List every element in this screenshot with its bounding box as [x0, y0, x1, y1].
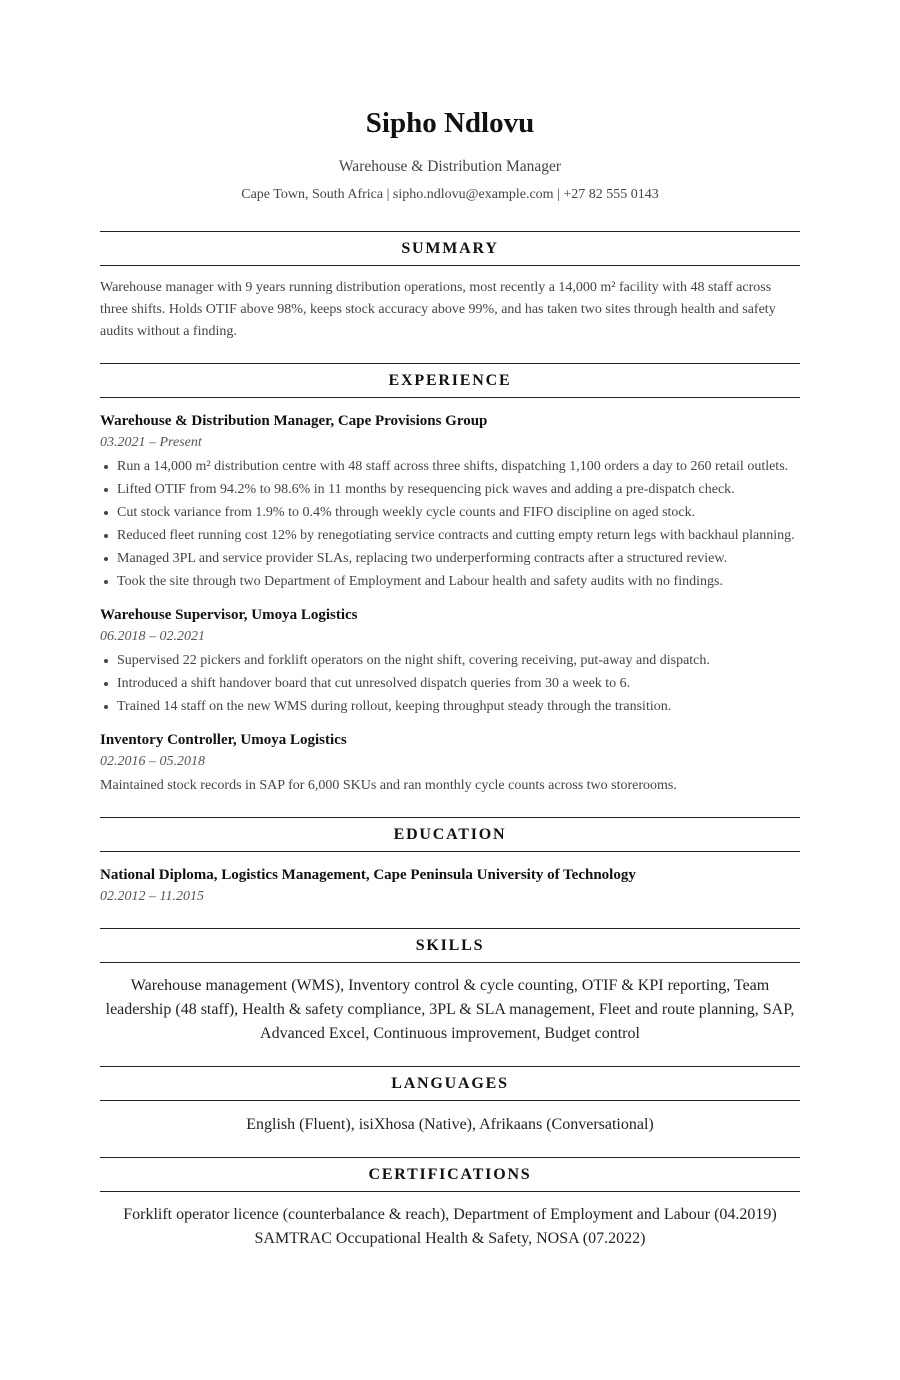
candidate-name: Sipho Ndlovu	[365, 107, 535, 139]
job-dates: 03.2021 – Present	[100, 435, 202, 450]
job-bullets	[100, 455, 800, 593]
languages-list: English (Fluent), isiXhosa (Native), Afrikaans (Conversational)	[246, 1116, 654, 1133]
resume-page	[100, 0, 800, 1251]
education-heading: EDUCATION	[100, 817, 800, 852]
summary-heading: SUMMARY	[100, 231, 800, 266]
bullet-item: Took the site through two Department of Employment and Labour health and safety audits with no findings.	[117, 570, 800, 593]
skills-section	[100, 928, 800, 1046]
certification-item: Forklift operator licence (counterbalance & reach), Department of Employment and Labour (04.2019)	[123, 1206, 777, 1223]
job-bullets	[100, 649, 800, 718]
certification-item: SAMTRAC Occupational Health & Safety, NOSA (07.2022)	[254, 1230, 646, 1247]
languages-section	[100, 1066, 800, 1137]
summary-text: Warehouse manager with 9 years running distribution operations, most recently a 14,000 m² facility with 48 staff across three shifts. Holds OTIF above 98%, keeps stock accuracy above 99%, and has taken two sites through health and safety audits without a finding.	[100, 280, 776, 339]
languages-heading: LANGUAGES	[100, 1066, 800, 1101]
bullet-item: Lifted OTIF from 94.2% to 98.6% in 11 months by resequencing pick waves and adding a pre-dispatch check.	[117, 478, 800, 501]
experience-heading: EXPERIENCE	[100, 363, 800, 398]
bullet-item: Cut stock variance from 1.9% to 0.4% through weekly cycle counts and FIFO discipline on aged stock.	[117, 501, 800, 524]
job-title: Warehouse & Distribution Manager, Cape Provisions Group	[100, 413, 488, 429]
degree-title: National Diploma, Logistics Management, Cape Peninsula University of Technology	[100, 867, 636, 883]
bullet-item: Supervised 22 pickers and forklift operators on the night shift, covering receiving, put-away and dispatch.	[117, 649, 800, 672]
education-entry	[100, 865, 800, 907]
bullet-item: Run a 14,000 m² distribution centre with 48 staff across three shifts, dispatching 1,100 orders a day to 260 retail outlets.	[117, 455, 800, 478]
certifications-list	[100, 1203, 800, 1251]
job-entry	[100, 730, 800, 797]
education-section	[100, 817, 800, 907]
job-description: Maintained stock records in SAP for 6,000 SKUs and ran monthly cycle counts across two storerooms.	[100, 778, 677, 793]
bullet-item: Reduced fleet running cost 12% by renegotiating service contracts and cutting empty return legs with backhaul planning.	[117, 524, 800, 547]
skills-list: Warehouse management (WMS), Inventory control & cycle counting, OTIF & KPI reporting, Team leadership (48 staff), Health & safety compliance, 3PL & SLA management, Fleet and route planning, SAP, Advanced Excel, Continuous improvement, Budget control	[105, 977, 795, 1042]
job-dates: 02.2016 – 05.2018	[100, 754, 205, 769]
bullet-item: Trained 14 staff on the new WMS during rollout, keeping throughput steady through the transition.	[117, 695, 800, 718]
job-title: Inventory Controller, Umoya Logistics	[100, 732, 347, 748]
bullet-item: Managed 3PL and service provider SLAs, replacing two underperforming contracts after a structured review.	[117, 547, 800, 570]
candidate-title: Warehouse & Distribution Manager	[338, 158, 562, 175]
contact-line: Cape Town, South Africa | sipho.ndlovu@example.com | +27 82 555 0143	[241, 187, 659, 202]
certifications-heading: CERTIFICATIONS	[100, 1157, 800, 1192]
job-entry	[100, 605, 800, 718]
experience-section	[100, 363, 800, 797]
resume-header	[100, 105, 800, 204]
summary-section	[100, 231, 800, 343]
skills-heading: SKILLS	[100, 928, 800, 963]
certifications-section	[100, 1157, 800, 1251]
job-entry	[100, 411, 800, 593]
education-dates: 02.2012 – 11.2015	[100, 889, 204, 904]
job-dates: 06.2018 – 02.2021	[100, 629, 205, 644]
bullet-item: Introduced a shift handover board that cut unresolved dispatch queries from 30 a week to 6.	[117, 672, 800, 695]
job-title: Warehouse Supervisor, Umoya Logistics	[100, 607, 358, 623]
